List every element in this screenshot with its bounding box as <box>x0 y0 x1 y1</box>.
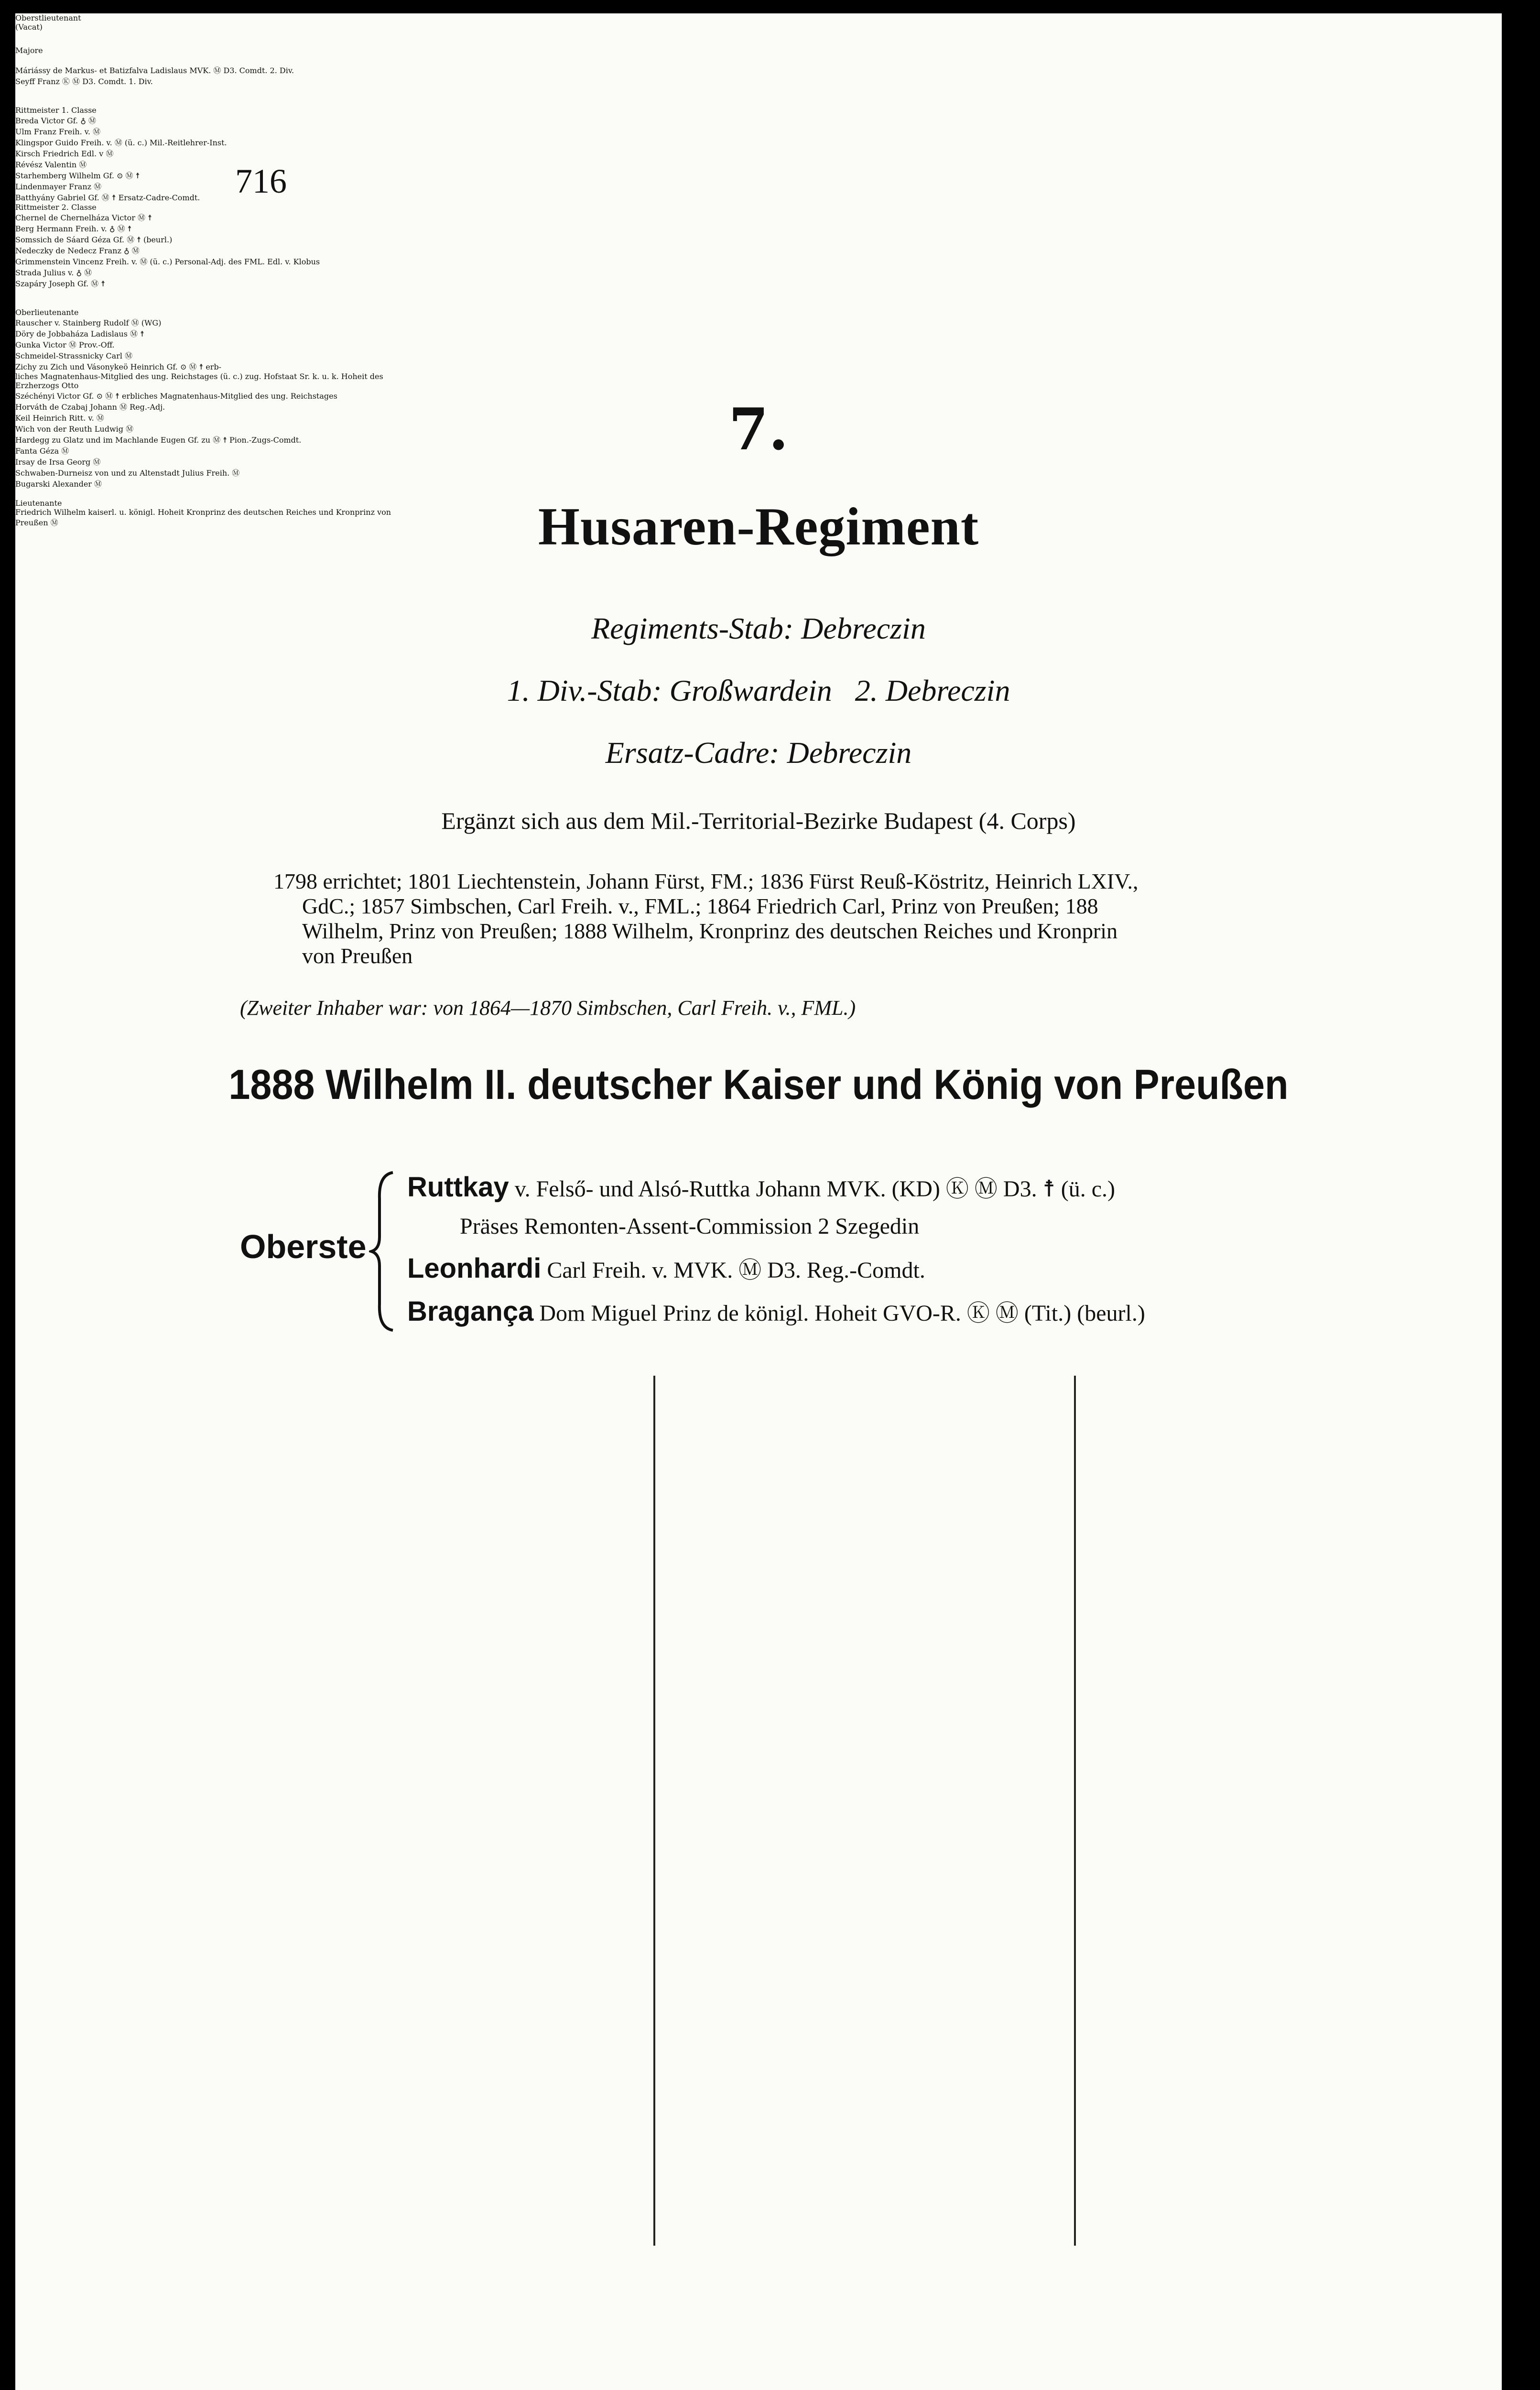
list-item: Irsay de Irsa Georg Ⓜ <box>15 457 101 467</box>
list-item: Chernel de Chernelháza Victor Ⓜ ☨ <box>15 213 152 222</box>
list-item: Döry de Jobbaháza Ladislaus Ⓜ ☨ <box>15 329 144 338</box>
oberst-entry-ruttkay-note: Präses Remonten-Assent-Commission 2 Szegedin <box>460 1214 920 1239</box>
history-line-3: Wilhelm, Prinz von Preußen; 1888 Wilhelm, Kronprinz des deutschen Reiches und Kronprin <box>302 919 1118 943</box>
oberst-entry-leonhardi: Leonhardi Carl Freih. v. MVK. Ⓜ D3. Reg.-Comdt. <box>407 1253 925 1284</box>
ersatz-cadre-line: Ersatz-Cadre: Debreczin <box>605 736 912 770</box>
list-item: Rauscher v. Stainberg Rudolf Ⓜ (WG) <box>15 318 162 327</box>
list-item: Schmeidel-Strassnicky Carl Ⓜ <box>15 351 133 360</box>
list-item: Zichy zu Zich und Vásonykeö Heinrich Gf. ⊙ Ⓜ ☨ erb- <box>15 362 222 371</box>
division-stab-line: 1. Div.-Stab: Großwardein 2. Debreczin <box>507 674 1010 707</box>
list-item: Klingspor Guido Freih. v. Ⓜ (ü. c.) Mil.-Reitlehrer-Inst. <box>15 138 227 147</box>
list-item: Berg Hermann Freih. v. ♁ Ⓜ ☨ <box>15 224 132 233</box>
list-item: Wich von der Reuth Ludwig Ⓜ <box>15 424 134 434</box>
heading-majore: Majore <box>15 46 43 55</box>
list-item: Hardegg zu Glatz und im Machlande Eugen Gf. zu Ⓜ ☨ Pion.-Zugs-Comdt. <box>15 435 302 445</box>
second-owner-note: (Zweiter Inhaber war: von 1864—1870 Simbschen, Carl Freih. v., FML.) <box>240 996 856 1020</box>
list-item: Friedrich Wilhelm kaiserl. u. königl. Hoheit Kronprinz des deutschen Reiches und Kronprinz von Preußen Ⓜ <box>15 508 391 527</box>
regiment-owner-title: 1888 Wilhelm II. deutscher Kaiser und König von Preußen <box>228 1061 1289 1108</box>
major-entry: Seyff Franz Ⓚ Ⓜ D3. Comdt. 1. Div. <box>15 77 153 86</box>
history-line-1: 1798 errichtet; 1801 Liechtenstein, Johann Fürst, FM.; 1836 Fürst Reuß-Köstritz, Heinrich LXIV., <box>273 869 1139 893</box>
oberste-label: Oberste <box>240 1228 367 1265</box>
list-item: Ulm Franz Freih. v. Ⓜ <box>15 127 101 136</box>
regiment-number: 7. <box>728 396 789 463</box>
column-rule <box>1074 1376 1076 2246</box>
list-item: Révész Valentin Ⓜ <box>15 160 87 169</box>
column-1 <box>15 13 417 203</box>
list-item: Bugarski Alexander Ⓜ <box>15 479 102 489</box>
list-item: Strada Julius v. ♁ Ⓜ <box>15 268 92 277</box>
continued-entry: liches Magnatenhaus-Mitglied des ung. Reichstages (ü. c.) zug. Hofstaat Sr. k. u. k. Hoheit des Erzherzogs Otto <box>15 372 383 390</box>
list-item: Breda Victor Gf. ♁ Ⓜ <box>15 116 96 125</box>
list-item: Kirsch Friedrich Edl. v Ⓜ <box>15 149 114 158</box>
recruitment-district: Ergänzt sich aus dem Mil.-Territorial-Bezirke Budapest (4. Corps) <box>441 807 1076 834</box>
list-item: Fanta Géza Ⓜ <box>15 446 69 456</box>
list-item: Gunka Victor Ⓜ Prov.-Off. <box>15 340 115 349</box>
list-item: Széchényi Victor Gf. ⊙ Ⓜ ☨ erbliches Magnatenhaus-Mitglied des ung. Reichstages <box>15 391 337 401</box>
heading-lieutenante: Lieutenante <box>15 499 62 508</box>
history-line-2: GdC.; 1857 Simbschen, Carl Freih. v., FML.; 1864 Friedrich Carl, Prinz von Preußen; 188 <box>302 894 1098 918</box>
oberlieutenante-list <box>15 317 412 372</box>
list-item: Lindenmayer Franz Ⓜ <box>15 182 102 191</box>
list-item: Horváth de Czabaj Johann Ⓜ Reg.-Adj. <box>15 402 165 412</box>
heading-rittmeister-2: Rittmeister 2. Classe <box>15 203 97 212</box>
regiment-title: Husaren-Regiment <box>538 497 979 556</box>
list-item: Starhemberg Wilhelm Gf. ⊙ Ⓜ ☨ <box>15 171 140 180</box>
document-page <box>15 13 1502 2390</box>
heading-oberlieutenante: Oberlieutenante <box>15 308 79 317</box>
regiment-history <box>273 869 1497 968</box>
list-item: Somssich de Sáard Géza Gf. Ⓜ ☨ (beurl.) <box>15 235 173 244</box>
list-item: Nedeczky de Nedecz Franz ♁ Ⓜ <box>15 246 140 255</box>
list-item: Szapáry Joseph Gf. Ⓜ ☨ <box>15 279 105 288</box>
vacat-note: (Vacat) <box>15 22 43 32</box>
list-item: Keil Heinrich Ritt. v. Ⓜ <box>15 413 104 423</box>
major-entry: Máriássy de Markus- et Batizfalva Ladislaus MVK. Ⓜ D3. Comdt. 2. Div. <box>15 66 294 75</box>
list-item: Batthyány Gabriel Gf. Ⓜ ☨ Ersatz-Cadre-Comdt. <box>15 193 200 202</box>
heading-oberstlieutenant: Oberstlieutenant <box>15 13 81 22</box>
regiments-stab-line: Regiments-Stab: Debreczin <box>591 611 926 645</box>
history-line-4: von Preußen <box>302 944 413 968</box>
heading-rittmeister-1: Rittmeister 1. Classe <box>15 106 97 115</box>
column-rule <box>653 1376 655 2246</box>
list-item: Schwaben-Durneisz von und zu Altenstadt Julius Freih. Ⓜ <box>15 468 240 478</box>
page-number: 716 <box>235 162 287 200</box>
column-2 <box>15 203 412 372</box>
brace-icon <box>369 1170 398 1333</box>
rittmeister-1-list <box>15 115 417 203</box>
rittmeister-2-list <box>15 212 412 289</box>
list-item: Grimmenstein Vincenz Freih. v. Ⓜ (ü. c.) Personal-Adj. des FML. Edl. v. Klobus <box>15 257 320 266</box>
oberst-entry-braganca: Bragança Dom Miguel Prinz de königl. Hoheit GVO-R. Ⓚ Ⓜ (Tit.) (beurl.) <box>407 1296 1145 1327</box>
oberst-entry-ruttkay: Ruttkay v. Felső- und Alsó-Ruttka Johann MVK. (KD) Ⓚ Ⓜ D3. ☨ (ü. c.) <box>407 1172 1115 1203</box>
